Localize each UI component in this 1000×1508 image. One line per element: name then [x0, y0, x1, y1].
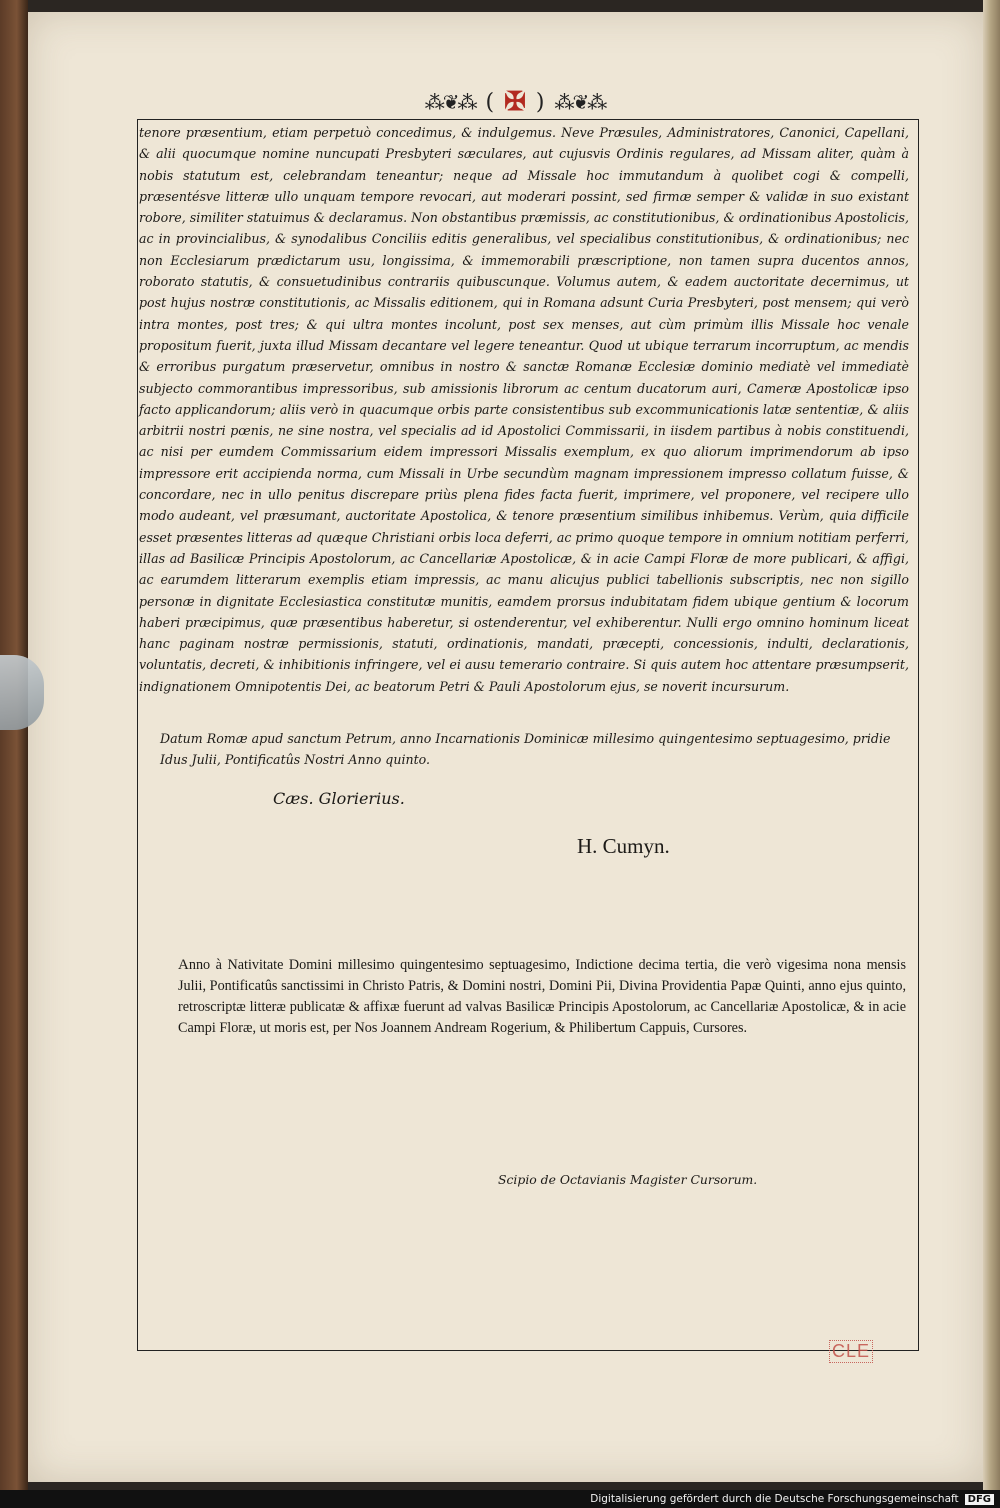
page-clip	[0, 655, 44, 730]
signature-glorierius: Cæs. Glorierius.	[273, 789, 405, 808]
signature-cumyn: H. Cumyn.	[577, 834, 670, 858]
footer-credit: Digitalisierung gefördert durch die Deutsche Forschungsgemeinschaft	[590, 1493, 959, 1505]
datum-line: Datum Romæ apud sanctum Petrum, anno Incarnationis Dominicæ millesimo quingentesimo septuagesimo, pridie Idus Julii, Pontificatûs Nostri Anno quinto.	[160, 731, 891, 767]
cross-icon: ✠	[504, 87, 526, 117]
page-header	[400, 86, 630, 118]
magister-signature: Scipio de Octavianis Magister Cursorum.	[498, 1172, 758, 1187]
left-ornament: ⁂❦⁂	[424, 90, 476, 114]
body-paragraph: tenore præsentium, etiam perpetuò concedimus, & indulgemus. Neve Præsules, Administratores, Canonici, Capellani, & alii quocumque nomine nuncupati Presbyteri sæculares, aut cujusvis Ordinis regulares, ad Missam aliter, quàm à nobis statutum est, celebrandam teneantur; neque ad Missale hoc immutandum à quolibet cogi & compelli, præsentésve litteræ ullo unquam tempore revocari, aut moderari possint, sed firmæ semper & validæ in suo existant robore, similiter statuimus & declaramus. Non obstantibus præmissis, ac constitutionibus, & ordinationibus Apostolicis, ac in provincialibus, & synodalibus Conciliis editis generalibus, vel specialibus constitutionibus, & ordinationibus; nec non Ecclesiarum prædictarum usu, longissima, & immemorabili præscriptione, non tamen supra ducentos annos, roborato statutis, & consuetudinibus contrariis quibuscunque. Volumus autem, & eadem auctoritate decernimus, ut post hujus nostræ constitutionis, ac Missalis editionem, qui in Romana adsunt Curia Presbyteri, post mensem; qui verò intra montes, post tres; & qui ultra montes incolunt, post sex menses, aut cùm primùm illis Missale hoc venale propositum fuerit, juxta illud Missam decantare vel legere teneantur. Quod ut ubique terrarum incorruptum, ac mendis & erroribus purgatum præservetur, omnibus in nostro & sanctæ Romanæ Ecclesiæ dominio mediatè vel immediatè subjecto commorantibus impressoribus, sub amissionis librorum ac centum ducatorum auri, Cameræ Apostolicæ ipso facto applicandorum; aliis verò in quacumque orbis parte consistentibus sub excommunicationis latæ sententiæ, & aliis arbitrii nostri pœnis, ne sine nostra, vel specialis ad id Apostolici Commissarii, in iisdem partibus à nobis constituendi, ac nisi per eumdem Commissarium eidem impressori Missalis exemplum, ex quo aliorum imprimendorum ab ipso impressore erit accipienda norma, cum Missali in Urbe secundùm magnam impressionem impresso collatum fuisse, & concordare, nec in ullo penitus discrepare priùs plena fides facta fuerit, imprimere, vel proponere, vel recipere ullo modo audeant, vel præsumant, auctoritate Apostolica, & tenore præsentium similibus inhibemus. Verùm, quia difficile esset præsentes litteras ad quæque Christiani orbis loca deferri, ac primo quoque tempore in omnium notitiam perferri, illas ad Basilicæ Principis Apostolorum, ac Cancellariæ Apostolicæ, & in acie Campi Floræ de more publicari, & affigi, ac earumdem litterarum exemplis etiam impressis, ac manu alicujus publici tabellionis subscriptis, nec non sigillo personæ in dignitate Ecclesiastica constitutæ munitis, eamdem prorsus indubitatam fidem ubique gentium & locorum haberi præcipimus, quæ præsentibus haberetur, si ostenderentur, vel exhiberentur. Nulli ergo omnino hominum liceat hanc paginam nostræ permissionis, statuti, ordinationis, mandati, præcepti, concessionis, indulti, declarationis, voluntatis, decreti, & inhibitionis infringere, vel ei ausu temerario contraire. Si quis autem hoc attentare præsumpserit, indignationem Omnipotentis Dei, ac beatorum Petri & Pauli Apostolorum ejus, se noverit incursurum.	[139, 125, 909, 694]
footer-bar	[0, 1490, 1000, 1508]
right-ornament: ⁂❦⁂	[554, 90, 606, 114]
library-stamp: CLE	[829, 1340, 873, 1363]
book-spine	[0, 0, 28, 1508]
publication-notice: Anno à Nativitate Domini millesimo quingentesimo septuagesimo, Indictione decima tertia, die verò vigesima nona mensis Julii, Pontificatûs sanctissimi in Christo Patris, & Domini nostri, Domini Pii, Divina Providentia Papæ Quinti, anno ejus quinto, retroscriptæ litteræ publicatæ & affixæ fuerunt ad valvas Basilicæ Principis Apostolorum, ac Cancellariæ Apostolicæ, & in acie Campi Floræ, ut moris est, per Nos Joannem Andream Rogerium, & Philibertum Cappuis, Cursores.	[178, 957, 906, 1036]
page-edge	[983, 0, 1000, 1490]
left-parenthesis: (	[485, 89, 495, 115]
dfg-logo-icon: DFG	[965, 1494, 994, 1505]
right-parenthesis: )	[535, 89, 545, 115]
